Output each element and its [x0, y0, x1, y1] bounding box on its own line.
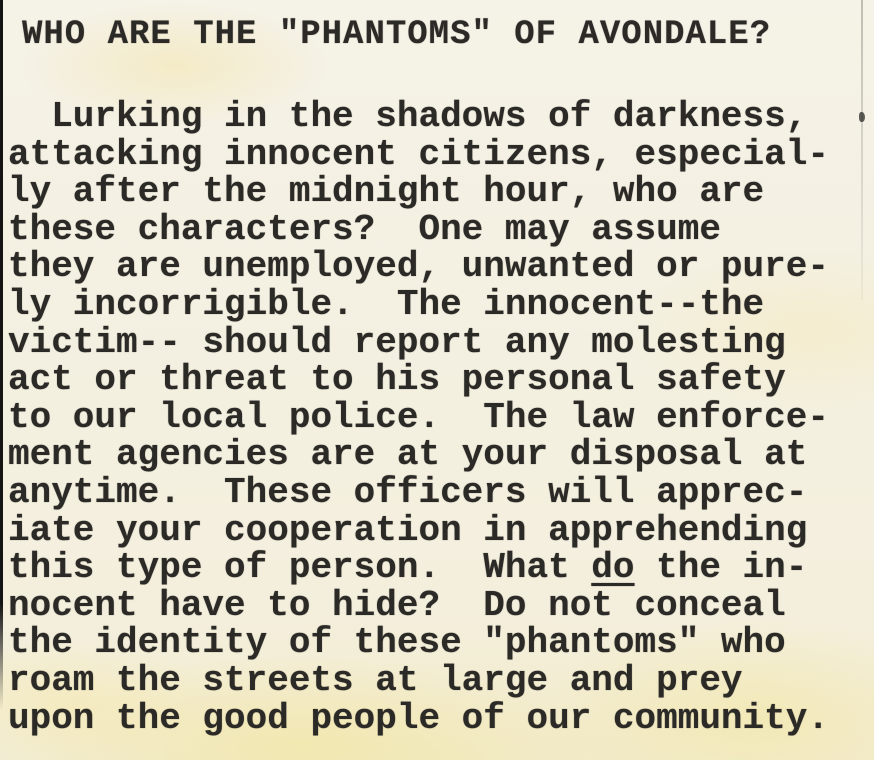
text-segment: upon the good people of our community.	[8, 697, 829, 739]
text-line	[8, 659, 874, 701]
text-line	[8, 321, 874, 363]
text-line	[8, 436, 874, 474]
text-segment: this type of person. What	[8, 547, 592, 589]
text-segment: ly incorrigible. The innocent--the	[8, 283, 765, 325]
text-segment: attacking innocent citizens, especial-	[8, 133, 829, 175]
text-segment: victim-- should report any molesting	[8, 321, 786, 363]
text-segment: these characters? One may assume	[8, 208, 721, 250]
text-line	[8, 208, 874, 250]
text-segment: to our local police. The law enforce-	[8, 396, 829, 438]
page-title: WHO ARE THE "PHANTOMS" OF AVONDALE?	[22, 16, 772, 54]
text-line	[8, 396, 874, 438]
ink-blot-artifact	[859, 112, 865, 122]
text-segment: Lurking in the shadows of darkness,	[8, 96, 808, 137]
text-segment: they are unemployed, unwanted or pure-	[8, 246, 829, 288]
text-segment: nocent have to hide? Do not conceal	[8, 584, 786, 626]
text-segment: ment agencies are at your disposal at	[8, 434, 808, 476]
text-line	[8, 98, 874, 136]
scan-edge-artifact-left	[0, 0, 3, 710]
text-line	[8, 624, 874, 662]
underlined-word: do	[591, 547, 635, 589]
text-segment: ly after the midnight hour, who are	[8, 171, 765, 213]
text-segment: the in-	[634, 547, 808, 589]
text-line	[8, 133, 874, 175]
text-line	[8, 248, 874, 286]
text-segment: the identity of these "phantoms" who	[8, 622, 786, 664]
text-line	[8, 697, 874, 739]
text-line	[8, 471, 874, 513]
text-line	[8, 361, 874, 399]
text-segment: iate your cooperation in apprehending	[8, 509, 808, 551]
text-line	[8, 283, 874, 325]
text-line	[8, 584, 874, 626]
text-line	[8, 509, 874, 551]
text-segment: act or threat to his personal safety	[8, 359, 786, 401]
text-segment: roam the streets at large and prey	[8, 659, 743, 701]
scan-edge-artifact-right	[861, 0, 863, 300]
text-segment: anytime. These officers will apprec-	[8, 471, 808, 513]
text-line	[8, 549, 874, 587]
text-line	[8, 173, 874, 211]
body-text	[0, 56, 874, 737]
